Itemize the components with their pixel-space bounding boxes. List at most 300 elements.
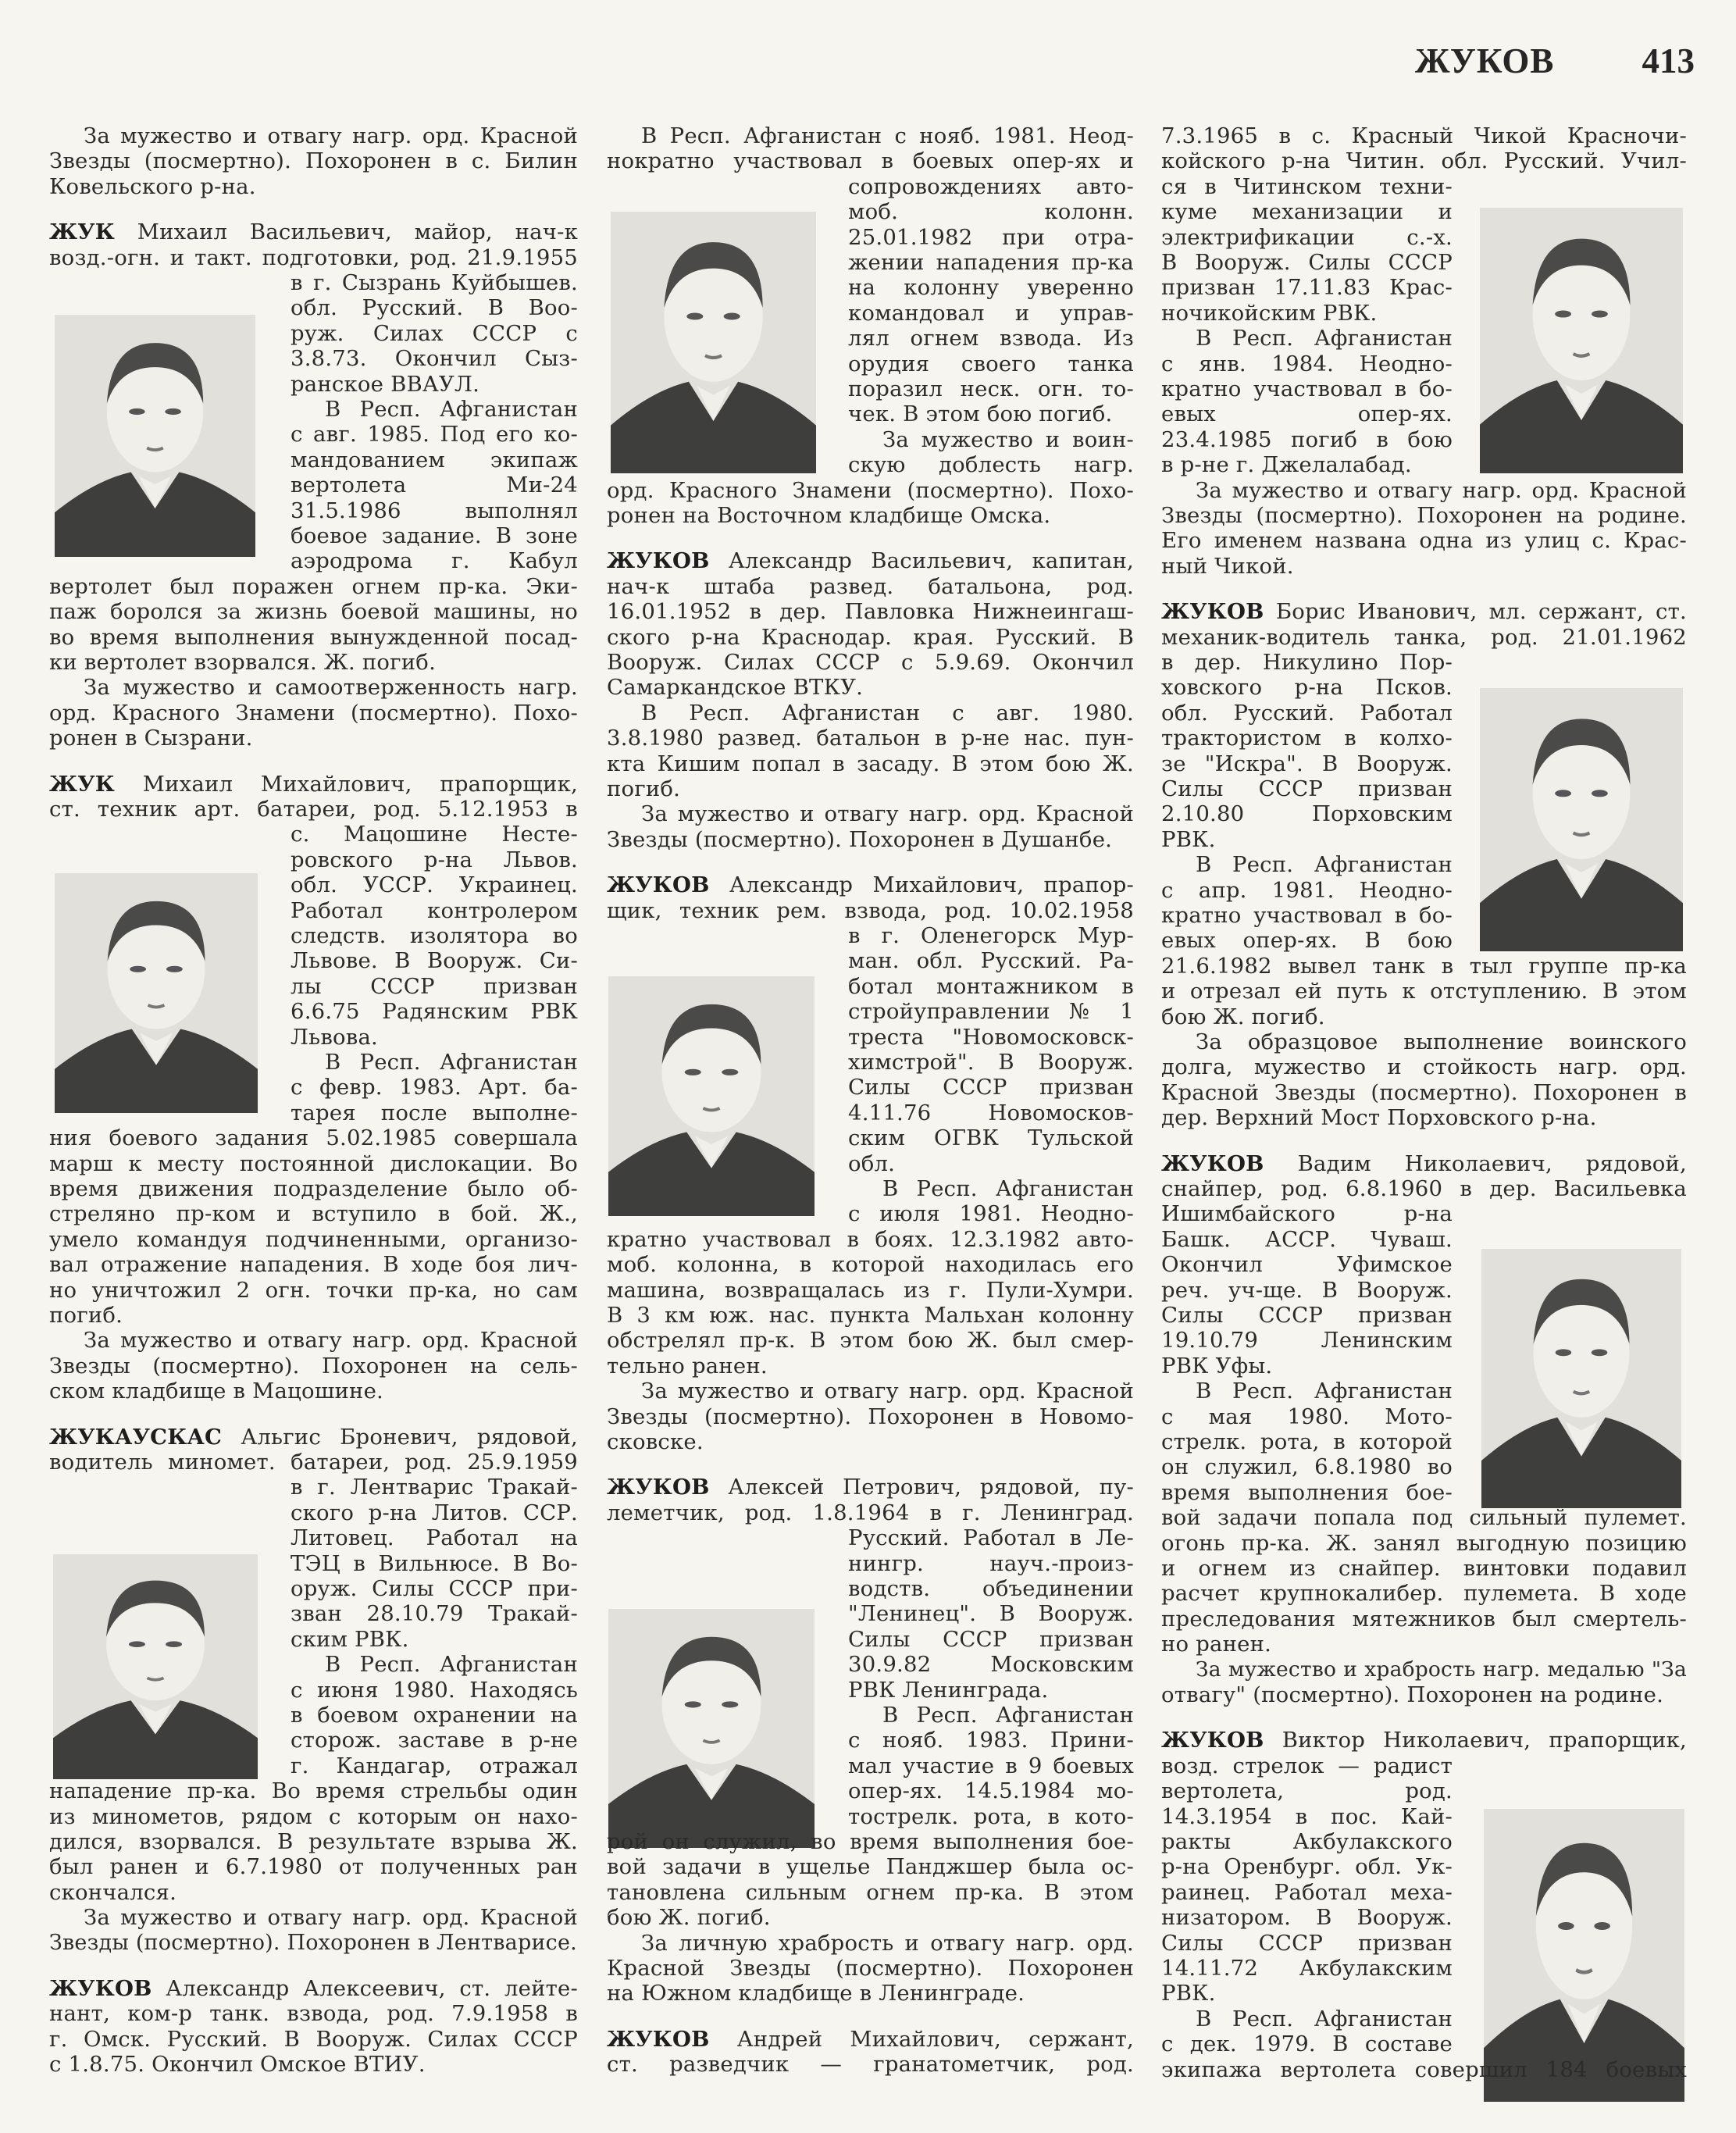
line-text: Красной Звезды (посмертно). Похоронен (607, 1956, 1134, 1981)
entry-heading-line (607, 1475, 1134, 1500)
text-line (49, 1379, 578, 1404)
text-line (848, 923, 1134, 948)
running-head (1406, 41, 1695, 80)
line-text: 6.6.75 Радянским РВК (291, 999, 578, 1025)
text-line (291, 1025, 578, 1050)
text-line (848, 1525, 1134, 1550)
text-line (291, 372, 578, 397)
line-text: на Южном кладбище в Ленинграде. (607, 1981, 1025, 2006)
line-text: ст. разведчик — гранатометчик, род. (607, 2052, 1134, 2078)
line-text: В Респ. Афганистан (1196, 852, 1453, 878)
text-line (1161, 1227, 1453, 1252)
text-line (882, 1176, 1134, 1201)
line-text: Борис Иванович, мл. сержант, ст. (1264, 599, 1687, 625)
line-text: возд. стрелок — радист (1161, 1753, 1453, 1778)
text-line (848, 1050, 1134, 1075)
line-text: нач-к штаба развед. батальона, род. (607, 573, 1134, 599)
line-text: зе "Искра". В Вооруж. (1161, 751, 1453, 776)
entry-surname: ЖУКОВ (607, 872, 710, 898)
text-line (641, 1379, 1134, 1404)
line-text: рой он служил, во время выполнения бое- (607, 1829, 1134, 1854)
line-text: но уничтожил 2 огн. точки пр-ка, но сам (49, 1277, 578, 1303)
line-text: бою Ж. погиб. (1161, 1004, 1325, 1029)
line-text: РВК. (1161, 826, 1216, 852)
text-line (1161, 1354, 1453, 1379)
line-text: ки вертолет взорвался. Ж. погиб. (49, 650, 437, 675)
line-text: 3.8.73. Окончил Сыз- (291, 346, 578, 372)
line-text: в г. Сызрань Куйбышев. (291, 270, 578, 295)
line-text: призван 17.11.83 Крас- (1161, 275, 1453, 301)
line-text: кта Кишим попал в засаду. В этом бою Ж. (607, 751, 1134, 776)
text-line (84, 123, 578, 148)
text-line (1161, 1931, 1453, 1956)
text-line (607, 503, 1134, 528)
text-line (1161, 1278, 1453, 1303)
line-text: 21.6.1982 вывел танк в тыл группе пр-ка (1161, 953, 1687, 979)
text-line (291, 948, 578, 973)
line-text: 7.3.1965 в с. Красный Чикой Красночи- (1161, 123, 1687, 148)
line-text: 23.4.1985 погиб в бою (1161, 426, 1453, 452)
entry-heading-line (607, 2027, 1134, 2052)
text-line (607, 1303, 1134, 1328)
entry-surname: ЖУКОВ (1161, 1150, 1264, 1176)
line-text: нингр. науч.-произ- (848, 1550, 1134, 1576)
line-text: боевое задание. В зоне (291, 523, 578, 548)
text-line (291, 847, 578, 872)
line-text: ронен в Сызрани. (49, 726, 253, 751)
line-text: и огнем из снайпер. винтовки подавил (1161, 1556, 1687, 1581)
line-text: г. Кандагар, отражал (291, 1753, 578, 1778)
line-text: дился, взорвался. В результате взрыва Ж. (49, 1829, 578, 1854)
line-text: кратно участвовал в боях. 12.3.1982 авто- (607, 1226, 1134, 1252)
text-line (848, 974, 1134, 999)
line-text: в боевом охранении на (291, 1703, 578, 1728)
text-line (607, 650, 1134, 675)
line-text: преследования мятежников был смертель- (1161, 1606, 1687, 1632)
line-text: 4.11.76 Новомосков- (848, 1100, 1134, 1125)
line-text: сковске. (607, 1429, 704, 1454)
line-text: За образцовое выполнение воинского (1196, 1029, 1687, 1054)
text-line (1196, 326, 1453, 351)
entry-surname: ЖУКОВ (49, 1976, 152, 2001)
line-text: В Респ. Афганистан (882, 1703, 1134, 1728)
text-line (1196, 1657, 1687, 1682)
line-text: ронен на Восточном кладбище Омска. (607, 503, 1051, 528)
entry-heading-line (607, 548, 1134, 573)
text-line (607, 1854, 1134, 1879)
text-line (848, 1576, 1134, 1601)
line-text: обл. Русский. В Воо- (291, 295, 578, 321)
line-text: Альгис Броневич, рядовой, (222, 1424, 578, 1450)
line-text: с февр. 1983. Арт. ба- (291, 1075, 578, 1100)
line-text: За мужество и отвагу нагр. орд. Красной (641, 1379, 1134, 1404)
text-line (1161, 275, 1453, 300)
text-line (1161, 928, 1453, 953)
line-text: 2.10.80 Порховским (1161, 801, 1453, 827)
text-line (49, 2001, 578, 2026)
text-line (49, 701, 578, 726)
text-line (291, 523, 578, 548)
line-text: следств. изолятора во (291, 923, 578, 948)
text-line (1161, 1004, 1687, 1029)
text-line (291, 422, 578, 447)
text-line (1161, 1480, 1453, 1505)
text-line (1161, 1303, 1453, 1328)
text-line (1161, 2031, 1453, 2056)
text-line (291, 448, 578, 473)
line-text: Львова. (291, 1024, 378, 1050)
text-line (291, 1576, 578, 1601)
text-line (49, 1880, 578, 1905)
line-text: В Респ. Афганистан с нояб. 1981. Неод- (641, 123, 1134, 148)
portrait-photo (611, 212, 816, 473)
line-text: 14.3.1954 в пос. Кай- (1161, 1803, 1453, 1829)
text-line (848, 1753, 1134, 1778)
line-text: Михаил Михайлович, прапорщик, (115, 771, 578, 797)
text-line (1161, 1080, 1687, 1105)
text-line (49, 625, 578, 650)
text-line (1161, 675, 1453, 700)
line-text: В Респ. Афганистан (325, 1652, 578, 1678)
line-text: ским ОГВК Тульской (848, 1125, 1134, 1151)
entry-surname: ЖУК (49, 219, 116, 245)
line-text: на колонну уверенно (848, 275, 1134, 301)
line-text: Львове. В Вооруж. Си- (291, 948, 578, 974)
line-text: Литовец. Работал на (291, 1525, 578, 1551)
entry-heading-line (49, 1425, 578, 1450)
text-line (607, 1354, 1134, 1379)
entry-heading-line (1161, 1728, 1687, 1753)
line-text: обстрелял пр-к. В этом бою Ж. был смер- (607, 1328, 1134, 1354)
text-line (49, 245, 578, 270)
line-text: возд.-огн. и такт. подготовки, род. 21.9.1955 (49, 244, 578, 270)
text-line (607, 898, 1134, 923)
text-line (848, 1627, 1134, 1652)
page-number: 413 (1642, 41, 1695, 80)
text-line (291, 1100, 578, 1125)
line-text: чек. В этом бою погиб. (848, 401, 1113, 427)
text-line (325, 1652, 578, 1677)
line-text: в г. Оленегорск Мур- (848, 923, 1134, 948)
text-line (1161, 878, 1453, 903)
line-text: Александр Алексеевич, ст. лейте- (151, 1976, 578, 2001)
text-line (1161, 123, 1687, 148)
line-text: За мужество и отвагу нагр. орд. Красной (84, 1905, 578, 1931)
line-text: долга, мужество и стойкость нагр. орд. (1161, 1054, 1687, 1080)
line-text: в р-не г. Джелалабад. (1161, 452, 1412, 478)
line-text: низатором. В Вооруж. (1161, 1905, 1453, 1931)
text-line (848, 1778, 1134, 1803)
text-line (1161, 1454, 1453, 1479)
line-text: раинец. Работал меха- (1161, 1879, 1453, 1905)
text-line (848, 1652, 1134, 1677)
text-line (848, 401, 1134, 426)
text-line (49, 574, 578, 599)
entry-surname: ЖУК (49, 771, 116, 797)
line-text: Звезды (посмертно). Похоронен на сель- (49, 1353, 578, 1379)
running-head-surname: ЖУКОВ (1415, 41, 1555, 80)
line-text: В Респ. Афганистан (1196, 2006, 1453, 2031)
text-line (49, 1931, 578, 1956)
line-text: Андрей Михайлович, сержант, (709, 2026, 1134, 2052)
line-text: обл. (848, 1150, 896, 1176)
text-line (1161, 1505, 1687, 1530)
line-text: 30.9.82 Московским (848, 1652, 1134, 1678)
text-line (291, 270, 578, 295)
text-line (49, 1176, 578, 1201)
line-text: обл. Русский. Работал (1161, 700, 1453, 726)
text-line (607, 1956, 1134, 1981)
text-line (49, 2027, 578, 2052)
line-text: За мужество и воин- (882, 426, 1134, 452)
text-line (49, 650, 578, 675)
line-text: Михаил Васильевич, майор, нач-к (115, 219, 578, 245)
text-line (325, 1050, 578, 1075)
portrait-photo (1480, 208, 1683, 473)
text-line (607, 1328, 1134, 1353)
line-text: тановлена сильным огнем пр-ка. В этом (607, 1879, 1134, 1905)
line-text: тарея после выполне- (291, 1100, 578, 1125)
line-text: время выполнения бое- (1161, 1479, 1453, 1505)
text-line (291, 498, 578, 523)
text-line (607, 2052, 1134, 2077)
line-text: моб. колонна, в которой находилась его (607, 1252, 1134, 1278)
line-text: Вадим Николаевич, рядовой, (1264, 1150, 1687, 1176)
line-text: Окончил Уфимское (1161, 1252, 1453, 1278)
text-line (1196, 1029, 1687, 1054)
line-text: В Респ. Афганистан с авг. 1980. (641, 700, 1134, 726)
text-line (848, 1551, 1134, 1576)
line-text: нападение пр-ка. Во время стрельбы один (49, 1778, 578, 1804)
line-text: В Респ. Афганистан (325, 397, 578, 422)
text-line (1161, 1105, 1687, 1130)
line-text: с авг. 1985. Под его ко- (291, 422, 578, 448)
line-text: руж. Силах СССР с (291, 320, 578, 346)
line-text: Силы СССР призван (1161, 776, 1453, 801)
line-text: моб. колонн. (848, 199, 1134, 225)
line-text: За мужество и отвагу нагр. орд. Красной (1196, 477, 1687, 503)
text-line (848, 275, 1134, 300)
line-text: стройуправлении № 1 (848, 999, 1134, 1025)
text-line (291, 999, 578, 1024)
line-text: с мая 1980. Мото- (1161, 1404, 1453, 1429)
text-line (1161, 1328, 1453, 1353)
text-line (1161, 1632, 1687, 1657)
line-text: РВК Уфы. (1161, 1353, 1273, 1379)
text-line (1161, 528, 1687, 553)
line-text: леметчик, род. 1.8.1964 в г. Ленинград. (607, 1500, 1134, 1525)
portrait-photo (1481, 1249, 1681, 1508)
text-line (291, 1075, 578, 1100)
portrait-photo (53, 1554, 258, 1779)
text-line (607, 1981, 1134, 2006)
text-line (1161, 1854, 1453, 1879)
line-text: электрификации с.-х. (1161, 224, 1453, 250)
line-text: сторож. заставе в р-не (291, 1728, 578, 1753)
text-line (291, 1500, 578, 1525)
line-text: щик, техник рем. взвода, род. 10.02.1958 (607, 897, 1134, 923)
text-line (49, 1151, 578, 1176)
text-line (607, 148, 1134, 173)
text-line (882, 427, 1134, 452)
text-line (1161, 1054, 1687, 1079)
line-text: койского р-на Читин. обл. Русский. Учил- (1161, 148, 1687, 174)
line-text: химстрой". В Вооруж. (848, 1050, 1134, 1075)
line-text: во время выполнения вынужденной посад- (49, 624, 578, 650)
text-line (1196, 2006, 1453, 2031)
portrait-photo (55, 315, 255, 557)
text-line (1196, 478, 1687, 503)
line-text: Александр Михайлович, прапор- (709, 872, 1134, 898)
text-line (49, 1450, 578, 1475)
text-line (291, 1601, 578, 1626)
text-line (607, 574, 1134, 599)
line-text: огонь пр-ка. Ж. занял выгодную позицию (1161, 1530, 1687, 1556)
text-line (84, 1328, 578, 1353)
line-text: лы СССР призван (291, 973, 578, 999)
line-text: За личную храбрость и отвагу нагр. орд. (641, 1930, 1134, 1956)
text-line (49, 599, 578, 624)
line-text: погиб. (49, 1303, 123, 1328)
text-line (49, 1778, 578, 1803)
line-text: В Респ. Афганистан (325, 1050, 578, 1075)
text-line (1161, 954, 1687, 979)
line-text: с 1.8.75. Окончил Омское ВТИУ. (49, 2052, 426, 2078)
line-text: в г. Лентварис Тракай- (291, 1475, 578, 1500)
text-line (1161, 199, 1453, 224)
line-text: из минометов, рядом с которым он нахо- (49, 1803, 578, 1829)
text-line (607, 1500, 1134, 1525)
line-text: Силы СССР призван (848, 1626, 1134, 1652)
text-line (1161, 776, 1453, 801)
text-line (607, 1404, 1134, 1429)
text-line (291, 295, 578, 320)
text-line (607, 827, 1134, 852)
entry-heading-line (49, 1976, 578, 2001)
text-line (641, 1931, 1134, 1956)
line-text: но ранен. (1161, 1632, 1272, 1657)
line-text: 14.11.72 Акбулакским (1161, 1956, 1453, 1981)
line-text: евых опер-ях. В бою (1161, 928, 1453, 954)
text-line (1161, 1829, 1453, 1854)
text-line (1161, 1753, 1453, 1778)
text-line (882, 1703, 1134, 1728)
text-line (607, 726, 1134, 751)
text-line (291, 898, 578, 923)
text-line (49, 1227, 578, 1252)
line-text: расчет крупнокалибер. пулемета. В ходе (1161, 1581, 1687, 1607)
text-line (84, 675, 578, 700)
line-text: с дек. 1979. В составе (1161, 2031, 1453, 2057)
line-text: стрелк. рота, в которой (1161, 1429, 1453, 1454)
text-line (291, 923, 578, 948)
line-text: Алексей Петрович, рядовой, пу- (709, 1475, 1134, 1500)
line-text: с нояб. 1983. Прини- (848, 1728, 1134, 1753)
line-text: снайпер, род. 6.8.1960 в дер. Васильевка (1161, 1176, 1687, 1201)
line-text: Силы СССР призван (1161, 1303, 1453, 1328)
entry-surname: ЖУКОВ (1161, 599, 1264, 625)
line-text: нократно участвовал в боевых опер-ях и (607, 148, 1134, 174)
text-line (291, 346, 578, 371)
text-line (1161, 1981, 1453, 2006)
line-text: паж боролся за жизнь боевой машины, но (49, 599, 578, 625)
line-text: Самаркандское ВТКУ. (607, 675, 864, 701)
line-text: стреляно пр-ком и вступило в бой. Ж., (49, 1201, 578, 1227)
text-line (1161, 1905, 1453, 1930)
line-text: нант, ком-р танк. взвода, род. 7.9.1958 в (49, 2001, 578, 2027)
line-text: "Ленинец". В Вооруж. (848, 1601, 1134, 1627)
text-line (1161, 1880, 1453, 1905)
text-line (607, 1252, 1134, 1277)
line-text: ском кладбище в Мацошине. (49, 1379, 383, 1404)
text-line (291, 1703, 578, 1728)
text-line (607, 1905, 1134, 1930)
text-line (1161, 650, 1453, 675)
line-text: лял огнем взвода. Из (848, 326, 1134, 351)
line-text: водств. объединении (848, 1576, 1134, 1601)
text-line (49, 174, 578, 199)
line-text: евых опер-ях. (1161, 401, 1453, 427)
entry-heading-line (49, 219, 578, 244)
text-line (848, 376, 1134, 401)
text-line (1161, 1607, 1687, 1632)
entry-heading-line (1161, 1151, 1687, 1176)
text-line (49, 2052, 578, 2077)
text-line (291, 1728, 578, 1753)
text-line (291, 1753, 578, 1778)
line-text: В Респ. Афганистан (1196, 326, 1453, 351)
text-line (607, 625, 1134, 650)
line-text: РВК. (1161, 1981, 1216, 2006)
text-line (1161, 1804, 1453, 1829)
line-text: ботал монтажником в (848, 973, 1134, 999)
line-text: погиб. (607, 776, 681, 801)
line-text: За мужество и отвагу нагр. орд. Красной (84, 1328, 578, 1354)
text-line (848, 1075, 1134, 1100)
text-line (291, 1525, 578, 1550)
entry-surname: ЖУКАУСКАС (49, 1424, 223, 1450)
line-text: ст. техник арт. батареи, род. 5.12.1953 в (49, 797, 578, 822)
line-text: За мужество и отвагу нагр. орд. Красной (84, 123, 578, 148)
line-text: отвагу" (посмертно). Похоронен на родине. (1161, 1682, 1664, 1707)
line-text: Звезды (посмертно). Похоронен в с. Билин (49, 148, 578, 174)
line-text: 16.01.1952 в дер. Павловка Нижнеингаш- (607, 599, 1134, 625)
line-text: 3.8.1980 развед. батальон в р-не нас. пун- (607, 726, 1134, 751)
text-line (291, 872, 578, 897)
entry-surname: ЖУКОВ (1161, 1728, 1264, 1753)
text-line (49, 1804, 578, 1829)
line-text: машина, возвращалась из г. Пули-Хумри. (607, 1277, 1134, 1303)
line-text: трактористом в колхо- (1161, 726, 1453, 751)
line-text: Александр Васильевич, капитан, (709, 548, 1134, 574)
line-text: командовал и управ- (848, 300, 1134, 326)
text-line (848, 301, 1134, 326)
line-text: 25.01.1982 при отра- (848, 224, 1134, 250)
text-line (1161, 903, 1453, 928)
line-text: ся в Читинском техни- (1161, 173, 1453, 199)
line-text: 19.10.79 Ленинским (1161, 1328, 1453, 1354)
text-line (1161, 1531, 1687, 1556)
text-line (1161, 1176, 1687, 1201)
line-text: бою Ж. погиб. (607, 1905, 771, 1931)
text-line (49, 1252, 578, 1277)
entry-heading-line (607, 872, 1134, 897)
text-line (848, 326, 1134, 351)
line-text: вертолет был поражен огнем пр-ка. Эки- (49, 573, 578, 599)
text-line (49, 1854, 578, 1879)
text-line (1161, 1581, 1687, 1606)
text-line (1161, 452, 1453, 477)
